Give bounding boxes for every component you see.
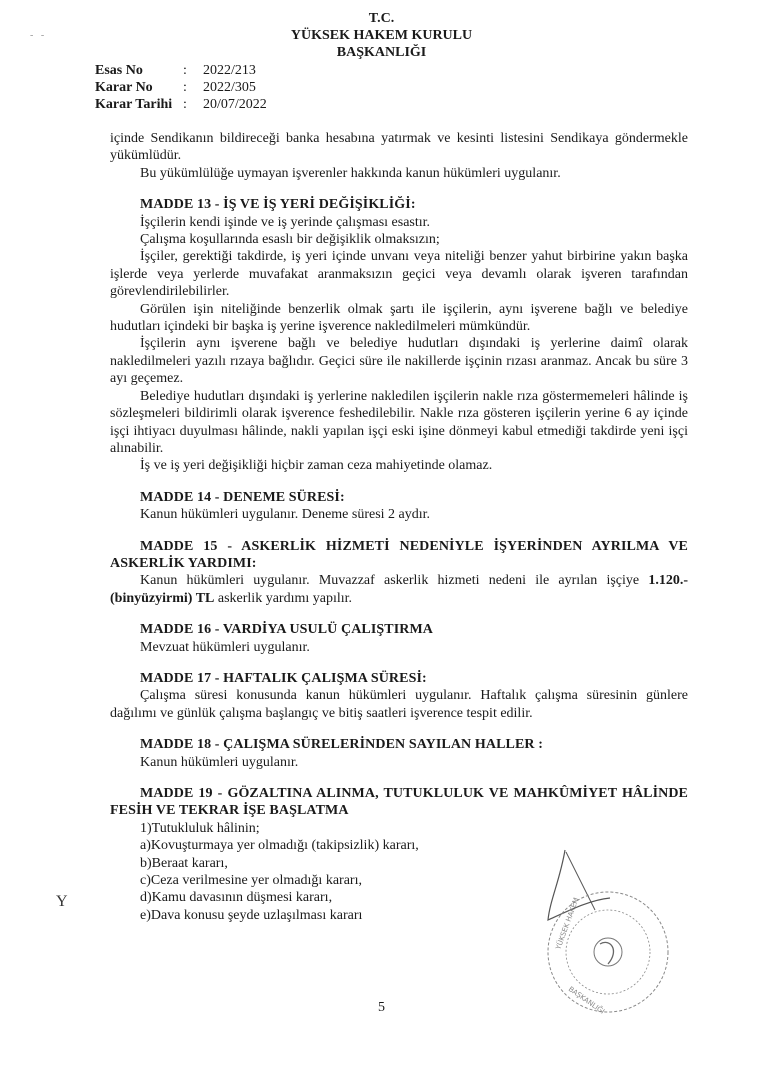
paragraph: Kanun hükümleri uygulanır. Muvazzaf askerlik hizmeti nedeni ile ayrılan işçiye 1.120.-(binyüzyirmi) TL askerlik yardımı yapılır.	[110, 573, 688, 606]
paragraph: İşçilerin aynı işverene bağlı ve belediye hudutları dışındaki iş yerlerine daimî olarak nakledilmeleri yazılı rızaya bağlıdır. Geçici süre ile nakillerde işçinin rızası aranmaz. Ancak bu süre 3 ayı geçemez.	[110, 336, 688, 387]
document-header	[0, 10, 763, 61]
meta-value: 2022/213	[203, 63, 256, 78]
header-line-office: BAŞKANLIĞI	[336, 45, 427, 60]
list-item: b)Beraat kararı,	[140, 855, 228, 871]
article-title: MADDE 19 - GÖZALTINA ALINMA, TUTUKLULUK VE MAHKÛMİYET HÂLİNDE FESİH VE TEKRAR İŞE BAŞLATMA	[110, 786, 688, 819]
meta-value: 20/07/2022	[203, 97, 267, 112]
paragraph: Çalışma süresi konusunda kanun hükümleri uygulanır. Haftalık çalışma süresinin günlere dağılımı ve günlük çalışma başlangıç ve bitiş saatleri işverence tespit edilir.	[110, 688, 688, 721]
military-allowance-amount: 1.120.-(binyüzyirmi) TL	[110, 573, 688, 606]
article-14	[110, 489, 688, 524]
paragraph: İş ve iş yeri değişikliği hiçbir zaman ceza mahiyetinde olamaz.	[140, 458, 493, 474]
article-title: MADDE 16 - VARDİYA USULÜ ÇALIŞTIRMA	[140, 622, 434, 638]
paragraph: Mevzuat hükümleri uygulanır.	[140, 639, 310, 655]
article-title: MADDE 14 - DENEME SÜRESİ:	[140, 489, 345, 505]
svg-text:YÜKSEK HAKEM: YÜKSEK HAKEM	[554, 896, 581, 951]
header-line-tc: T.C.	[368, 11, 395, 26]
list-item: 1)Tutukluluk hâlinin;	[140, 820, 260, 836]
meta-row-karar: Karar No : 2022/305	[95, 80, 256, 95]
article-16	[110, 621, 688, 656]
paragraph: Belediye hudutları dışındaki iş yerlerine nakledilen işçilerin nakle rıza göstermemeleri hâlinde iş sözleşmeleri bildirimli olarak işverence feshedilebilir. Nakle rıza gösteren işçilerin yerine 6 ay içinde işçi ihtiyacı duyulması hâlinde, nakli yapılan işçi eski işine dönmeyi kabul etmediği takdirde yeni işçi alınabilir.	[110, 388, 688, 456]
meta-label: Karar No	[95, 80, 153, 95]
meta-label: Karar Tarihi	[95, 97, 173, 112]
page-number: 5	[378, 1000, 385, 1015]
paragraph: İşçilerin kendi işinde ve iş yerinde çalışması esastır.	[140, 214, 431, 230]
paragraph: Kanun hükümleri uygulanır. Deneme süresi 2 aydır.	[140, 507, 431, 523]
paragraph: Çalışma koşullarında esaslı bir değişiklik olmaksızın;	[140, 232, 440, 248]
paragraph: Görülen işin niteliğinde benzerlik olmak şartı ile işçilerin, aynı işverene bağlı ve belediye hudutları içindeki bir başka iş yerine işverence nakledilmeleri mümkündür.	[110, 301, 688, 335]
paragraph: Bu yükümlülüğe uymayan işverenler hakkında kanun hükümleri uygulanır.	[140, 165, 561, 181]
list-item: c)Ceza verilmesine yer olmadığı kararı,	[140, 873, 362, 889]
list-item: d)Kamu davasının düşmesi kararı,	[140, 890, 333, 906]
article-title: MADDE 15 - ASKERLİK HİZMETİ NEDENİYLE İŞYERİNDEN AYRILMA VE ASKERLİK YARDIMI:	[110, 538, 688, 571]
document-body	[110, 130, 688, 924]
article-13	[110, 196, 688, 475]
scan-mark: - -	[30, 30, 45, 41]
svg-text:BAŞKANLIĞI: BAŞKANLIĞI	[566, 985, 606, 1016]
meta-label: Esas No	[95, 63, 143, 78]
article-title: MADDE 18 - ÇALIŞMA SÜRELERİNDEN SAYILAN HALLER :	[140, 737, 543, 753]
article-title: MADDE 13 - İŞ VE İŞ YERİ DEĞİŞİKLİĞİ:	[140, 197, 416, 213]
list-item: e)Dava konusu şeyde uzlaşılması kararı	[140, 907, 363, 923]
paragraph: İşçiler, gerektiği takdirde, iş yeri içinde unvanı veya niteliği benzer yahut birbirine yakın başka işlerde veya yerlerde muvafakat aranmaksızın geçici veya devamlı olarak işveren tarafından görevlendirilebilirler.	[110, 249, 688, 300]
article-17	[110, 670, 688, 722]
meta-value: 2022/305	[203, 80, 256, 95]
article-15	[110, 538, 688, 608]
article-18	[110, 736, 688, 771]
header-line-institution: YÜKSEK HAKEM KURULU	[290, 28, 473, 43]
article-title: MADDE 17 - HAFTALIK ÇALIŞMA SÜRESİ:	[140, 670, 427, 686]
list-item: a)Kovuşturmaya yer olmadığı (takipsizlik) kararı,	[140, 838, 419, 854]
paragraph: Kanun hükümleri uygulanır.	[140, 754, 299, 770]
case-meta	[95, 62, 267, 113]
meta-row-esas: Esas No : 2022/213	[95, 63, 256, 78]
paragraph: içinde Sendikanın bildireceği banka hesabına yatırmak ve kesinti listesini Sendikaya göndermekle yükümlüdür.	[110, 131, 688, 164]
meta-row-tarih: Karar Tarihi : 20/07/2022	[95, 97, 267, 112]
margin-handwritten-mark: Y	[56, 893, 68, 910]
